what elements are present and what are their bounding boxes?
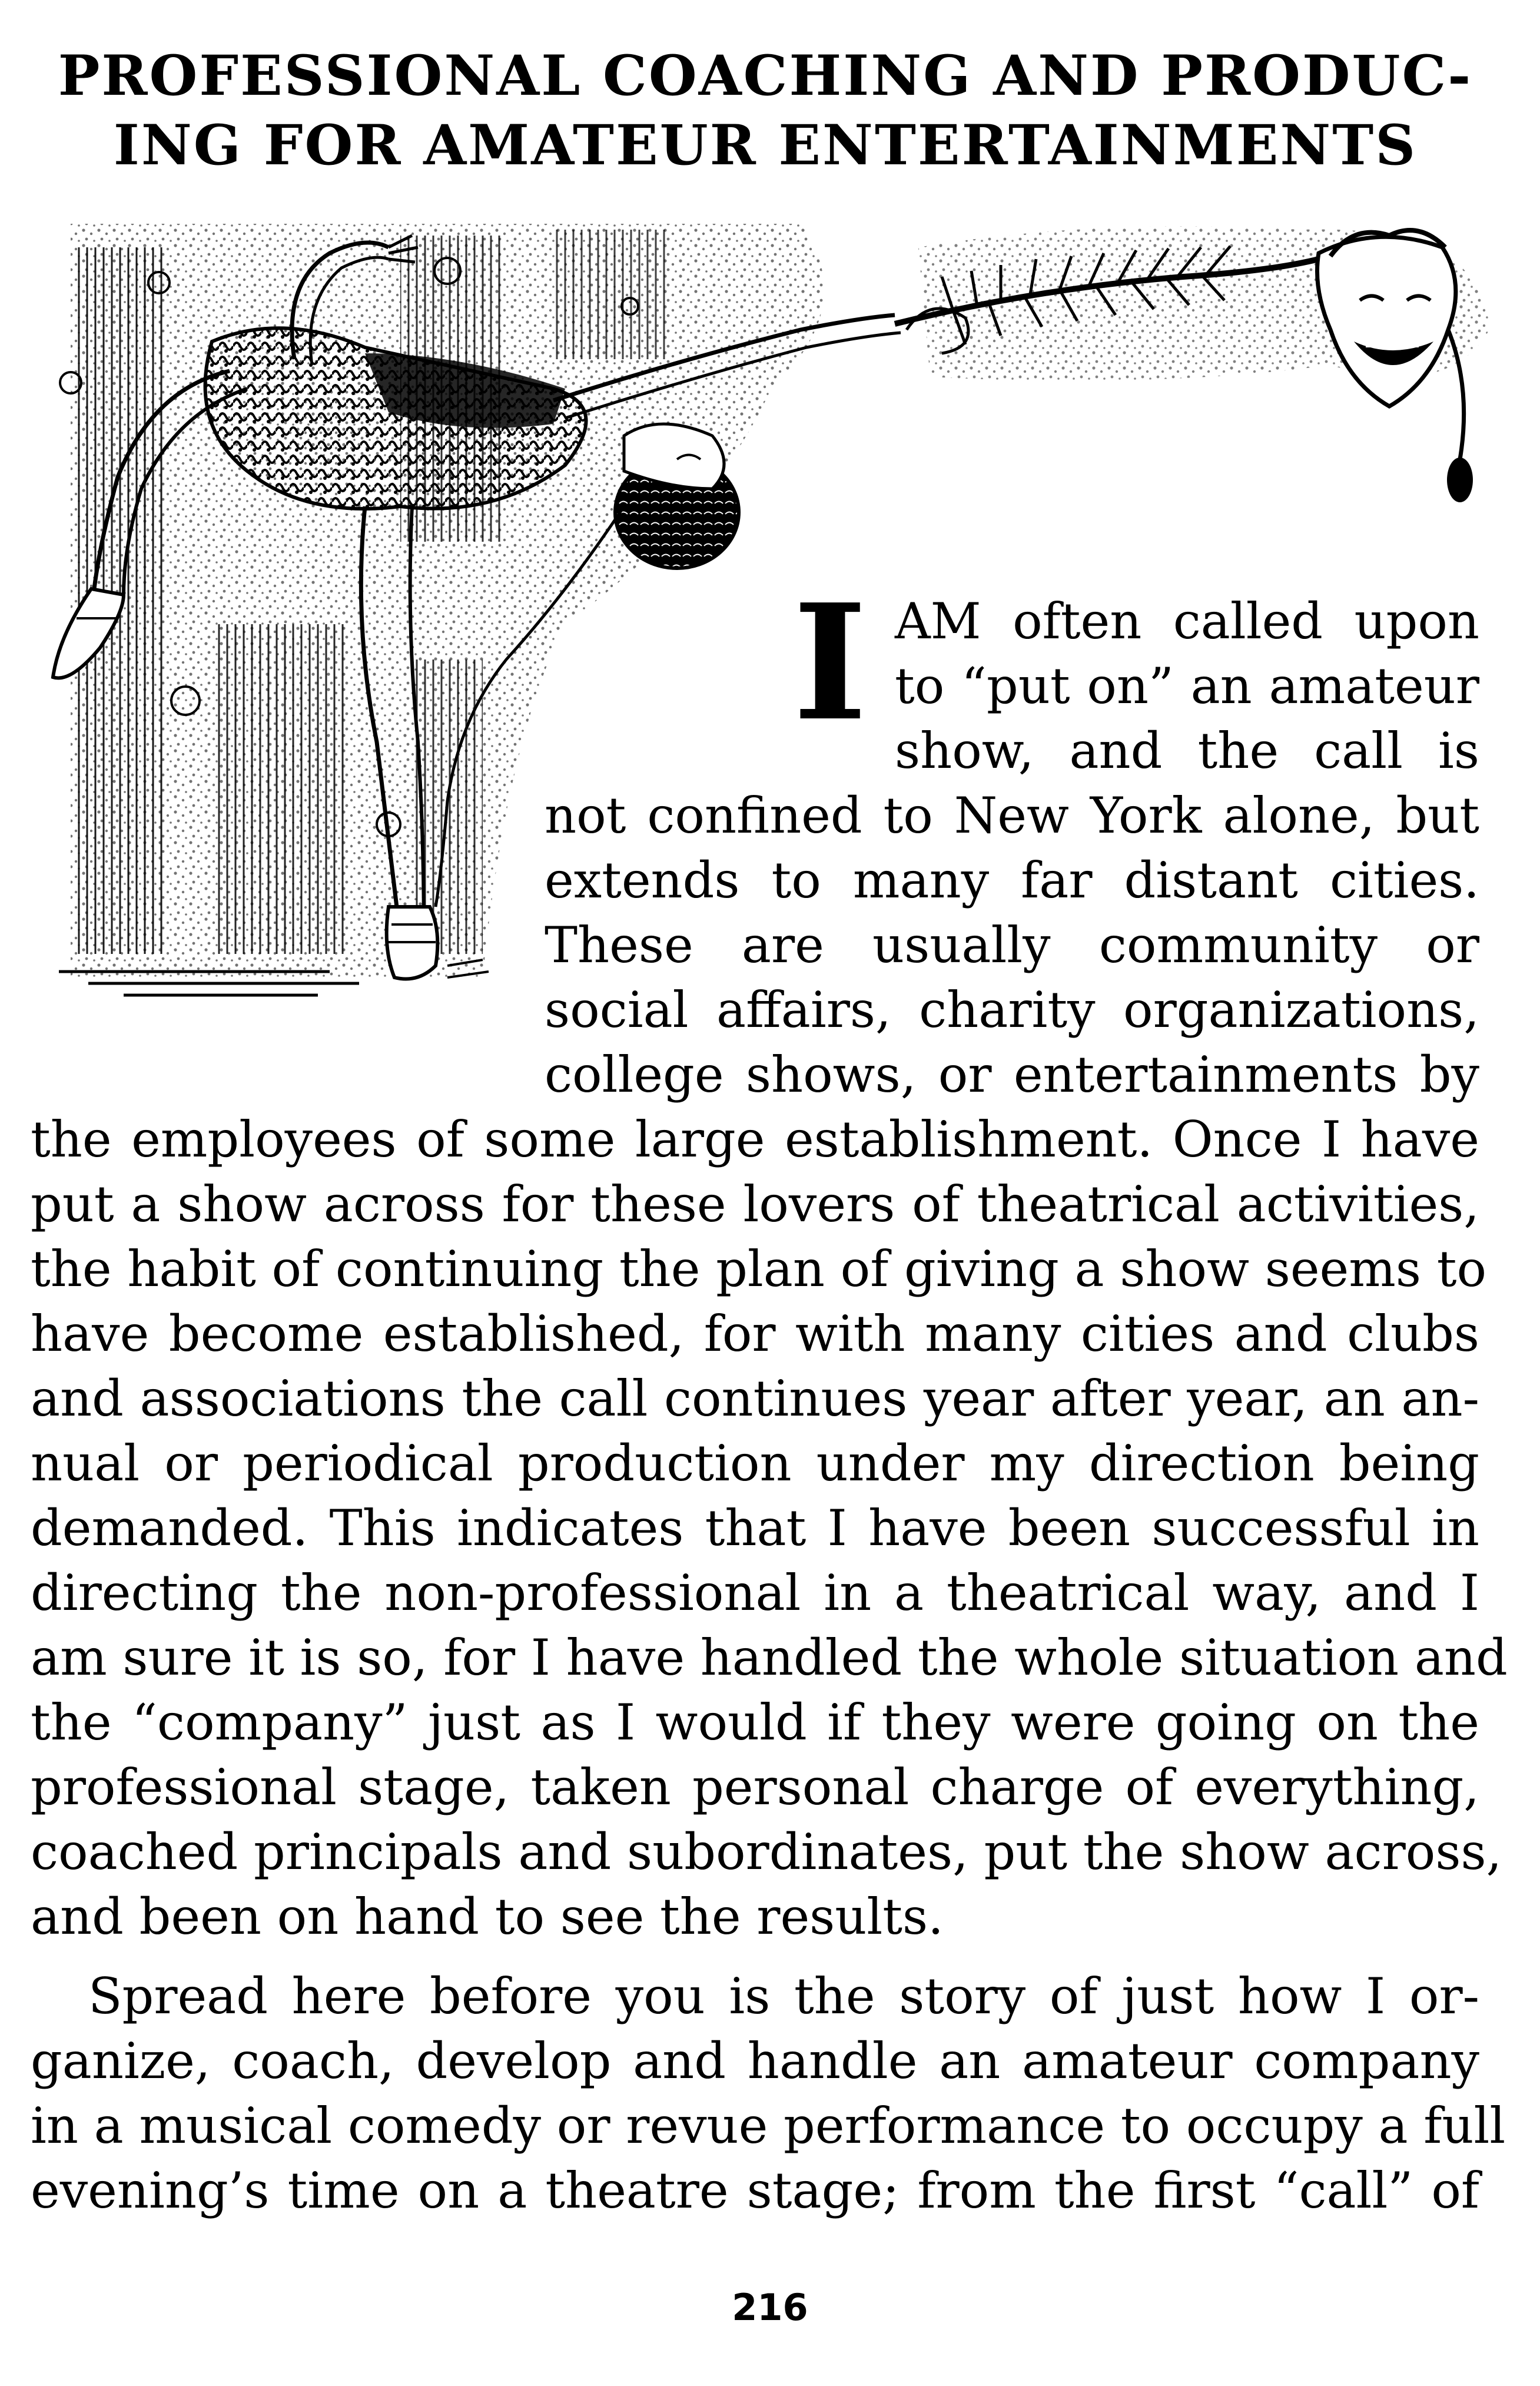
- text-line: have become established, for with many cities and clubs: [31, 1305, 1479, 1363]
- text-line: college shows, or entertainments by: [545, 1046, 1479, 1103]
- text-line: ganize, coach, develop and handle an amateur company: [31, 2032, 1479, 2090]
- text-line: in a musical comedy or revue performance to occupy a full: [31, 2097, 1506, 2155]
- text-line: professional stage, taken personal charge of everything,: [31, 1758, 1479, 1816]
- text-line: coached principals and subordinates, put the show across,: [31, 1823, 1502, 1881]
- title-line-2: ING FOR AMATEUR ENTERTAINMENTS: [113, 113, 1418, 178]
- text-line: These are usually community or: [545, 916, 1479, 974]
- title-line-1: PROFESSIONAL COACHING AND PRODUC-: [58, 44, 1473, 108]
- text-line: nual or periodical production under my direction being: [31, 1434, 1479, 1492]
- text-line: demanded. This indicates that I have been successful in: [31, 1499, 1479, 1557]
- text-line: to “put on” an amateur: [895, 657, 1479, 715]
- text-line: the employees of some large establishment. Once I have: [31, 1111, 1479, 1168]
- page-title: [35, 41, 1495, 180]
- page-number: 216: [732, 2286, 808, 2329]
- text-line: show, and the call is: [895, 722, 1479, 780]
- text-line: the habit of continuing the plan of giving a show seems to: [31, 1240, 1487, 1298]
- text-line: not confined to New York alone, but: [545, 787, 1479, 844]
- text-line: and been on hand to see the results.: [31, 1888, 944, 1946]
- text-line: am sure it is so, for I have handled the whole situation and: [31, 1629, 1508, 1686]
- text-line: the “company” just as I would if they were going on the: [31, 1694, 1479, 1751]
- text-line: put a show across for these lovers of theatrical activities,: [31, 1175, 1479, 1233]
- text-line: directing the non-professional in a theatrical way, and I: [31, 1564, 1479, 1622]
- text-line: extends to many far distant cities.: [545, 851, 1479, 909]
- text-line: social affairs, charity organizations,: [545, 981, 1479, 1039]
- drop-cap: I: [792, 569, 868, 756]
- text-line: and associations the call continues year after year, an an-: [31, 1370, 1479, 1427]
- text-line: evening’s time on a theatre stage; from the first “call” of: [31, 2162, 1479, 2219]
- text-line: AM often called upon: [895, 592, 1479, 650]
- text-line: Spread here before you is the story of just how I or-: [88, 1967, 1479, 2025]
